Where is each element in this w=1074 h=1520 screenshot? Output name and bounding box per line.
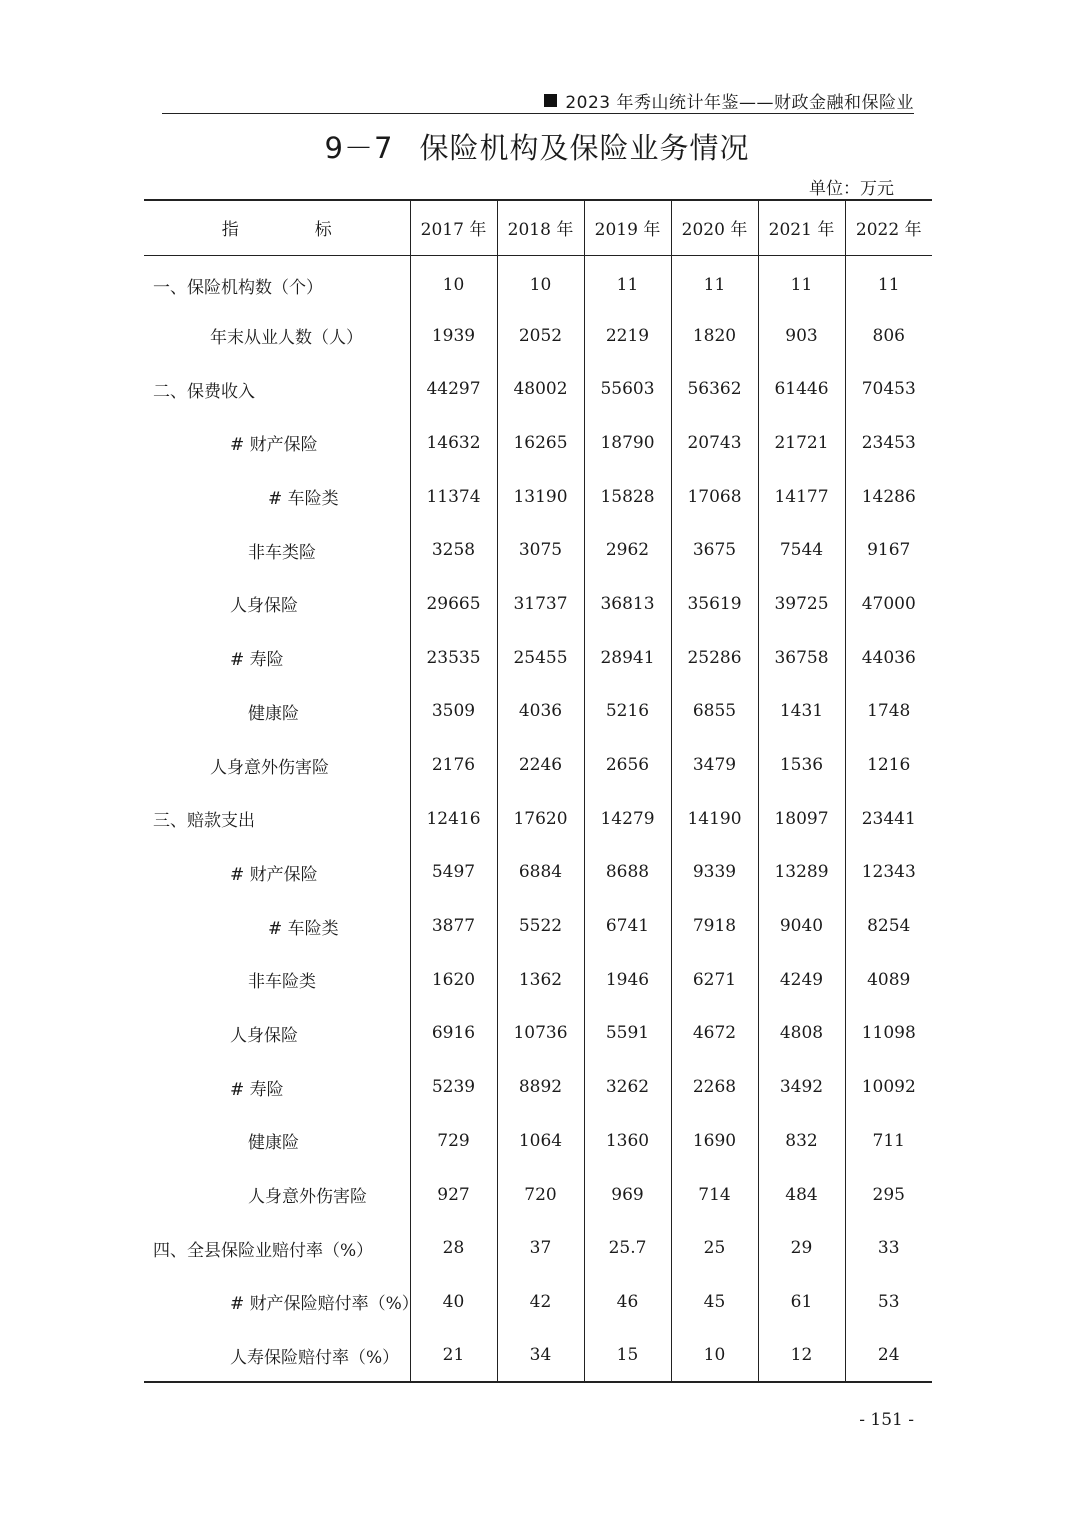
table-row bbox=[144, 523, 932, 577]
cell-value: 44036 bbox=[845, 631, 932, 685]
cell-value: 33 bbox=[845, 1221, 932, 1275]
cell-value: 12343 bbox=[845, 846, 932, 900]
row-label: # 寿险 bbox=[230, 1079, 284, 1100]
row-label: 三、赔款支出 bbox=[153, 811, 255, 832]
cell-value: 13289 bbox=[758, 846, 845, 900]
cell-value: 12 bbox=[758, 1329, 845, 1383]
cell-value: 11 bbox=[758, 255, 845, 309]
cell-value: 720 bbox=[497, 1168, 584, 1222]
indicator-header-char-2: 标 bbox=[314, 220, 332, 241]
row-label: # 财产保险赔付率（%） bbox=[230, 1294, 419, 1315]
cell-value: 10736 bbox=[497, 1007, 584, 1061]
cell-value: 9167 bbox=[845, 523, 932, 577]
cell-value: 39725 bbox=[758, 577, 845, 631]
cell-value: 806 bbox=[845, 309, 932, 363]
year-header-2019: 2019 年 bbox=[584, 200, 671, 255]
cell-value: 53 bbox=[845, 1275, 932, 1329]
cell-value: 4808 bbox=[758, 1007, 845, 1061]
cell-value: 11098 bbox=[845, 1007, 932, 1061]
cell-value: 2219 bbox=[584, 309, 671, 363]
cell-value: 5591 bbox=[584, 1007, 671, 1061]
cell-value: 29665 bbox=[410, 577, 497, 631]
table-title bbox=[0, 126, 1074, 167]
cell-value: 5497 bbox=[410, 846, 497, 900]
row-label: 年末从业人数（人） bbox=[210, 328, 363, 349]
row-label: # 财产保险 bbox=[230, 435, 318, 456]
cell-value: 21 bbox=[410, 1329, 497, 1383]
cell-value: 3492 bbox=[758, 1060, 845, 1114]
table-row bbox=[144, 738, 932, 792]
cell-value: 3075 bbox=[497, 523, 584, 577]
cell-value: 21721 bbox=[758, 416, 845, 470]
row-label: 人身意外伤害险 bbox=[248, 1187, 367, 1208]
table-row bbox=[144, 1275, 932, 1329]
cell-value: 23453 bbox=[845, 416, 932, 470]
cell-value: 8254 bbox=[845, 899, 932, 953]
header-rule bbox=[162, 113, 914, 114]
cell-value: 4089 bbox=[845, 953, 932, 1007]
cell-value: 3262 bbox=[584, 1060, 671, 1114]
cell-value: 6271 bbox=[671, 953, 758, 1007]
cell-value: 2246 bbox=[497, 738, 584, 792]
cell-value: 47000 bbox=[845, 577, 932, 631]
cell-value: 2176 bbox=[410, 738, 497, 792]
cell-value: 25 bbox=[671, 1221, 758, 1275]
cell-value: 25455 bbox=[497, 631, 584, 685]
cell-value: 17620 bbox=[497, 792, 584, 846]
cell-value: 3258 bbox=[410, 523, 497, 577]
cell-value: 3509 bbox=[410, 685, 497, 739]
row-label: 非车类险 bbox=[248, 542, 316, 563]
year-header-2018: 2018 年 bbox=[497, 200, 584, 255]
cell-value: 42 bbox=[497, 1275, 584, 1329]
row-label: 人身保险 bbox=[230, 1025, 298, 1046]
table-row bbox=[144, 362, 932, 416]
cell-value: 28941 bbox=[584, 631, 671, 685]
row-label: 二、保费收入 bbox=[153, 381, 255, 402]
cell-value: 1820 bbox=[671, 309, 758, 363]
row-label: # 车险类 bbox=[268, 918, 339, 939]
cell-value: 1064 bbox=[497, 1114, 584, 1168]
cell-value: 5239 bbox=[410, 1060, 497, 1114]
table-row bbox=[144, 846, 932, 900]
table-number: 9－7 bbox=[324, 131, 394, 165]
cell-value: 15828 bbox=[584, 470, 671, 524]
row-label: # 寿险 bbox=[230, 650, 284, 671]
cell-value: 37 bbox=[497, 1221, 584, 1275]
cell-value: 16265 bbox=[497, 416, 584, 470]
cell-value: 36758 bbox=[758, 631, 845, 685]
year-header-2020: 2020 年 bbox=[671, 200, 758, 255]
cell-value: 484 bbox=[758, 1168, 845, 1222]
row-label: 非车险类 bbox=[248, 972, 316, 993]
cell-value: 55603 bbox=[584, 362, 671, 416]
cell-value: 31737 bbox=[497, 577, 584, 631]
square-bullet-icon bbox=[544, 94, 557, 107]
cell-value: 70453 bbox=[845, 362, 932, 416]
unit-label: 单位：万元 bbox=[809, 179, 894, 199]
table-row bbox=[144, 953, 932, 1007]
cell-value: 34 bbox=[497, 1329, 584, 1383]
cell-value: 46 bbox=[584, 1275, 671, 1329]
table-title-text: 保险机构及保险业务情况 bbox=[419, 131, 750, 165]
cell-value: 48002 bbox=[497, 362, 584, 416]
cell-value: 6855 bbox=[671, 685, 758, 739]
table-row bbox=[144, 792, 932, 846]
cell-value: 969 bbox=[584, 1168, 671, 1222]
cell-value: 36813 bbox=[584, 577, 671, 631]
cell-value: 3675 bbox=[671, 523, 758, 577]
cell-value: 45 bbox=[671, 1275, 758, 1329]
cell-value: 729 bbox=[410, 1114, 497, 1168]
cell-value: 2962 bbox=[584, 523, 671, 577]
row-label: 人寿保险赔付率（%） bbox=[144, 1329, 410, 1383]
cell-value: 10 bbox=[497, 255, 584, 309]
row-label: 健康险 bbox=[248, 1133, 299, 1154]
table-body bbox=[144, 255, 932, 1382]
page-number: - 151 - bbox=[859, 1410, 914, 1430]
cell-value: 35619 bbox=[671, 577, 758, 631]
cell-value: 295 bbox=[845, 1168, 932, 1222]
indicator-header bbox=[144, 200, 410, 255]
table-row bbox=[144, 255, 932, 309]
cell-value: 7918 bbox=[671, 899, 758, 953]
table-row bbox=[144, 1114, 932, 1168]
cell-value: 14190 bbox=[671, 792, 758, 846]
table-row bbox=[144, 1060, 932, 1114]
running-head bbox=[544, 88, 914, 113]
cell-value: 2268 bbox=[671, 1060, 758, 1114]
cell-value: 714 bbox=[671, 1168, 758, 1222]
cell-value: 10 bbox=[671, 1329, 758, 1383]
cell-value: 18790 bbox=[584, 416, 671, 470]
cell-value: 832 bbox=[758, 1114, 845, 1168]
cell-value: 6884 bbox=[497, 846, 584, 900]
cell-value: 4249 bbox=[758, 953, 845, 1007]
cell-value: 11 bbox=[845, 255, 932, 309]
table-row bbox=[144, 577, 932, 631]
cell-value: 4036 bbox=[497, 685, 584, 739]
indicator-header-char-1: 指 bbox=[221, 220, 239, 241]
table-row bbox=[144, 685, 932, 739]
cell-value: 1939 bbox=[410, 309, 497, 363]
table-row bbox=[144, 470, 932, 524]
cell-value: 61 bbox=[758, 1275, 845, 1329]
cell-value: 11 bbox=[584, 255, 671, 309]
cell-value: 44297 bbox=[410, 362, 497, 416]
cell-value: 14177 bbox=[758, 470, 845, 524]
table-row bbox=[144, 1329, 932, 1383]
cell-value: 28 bbox=[410, 1221, 497, 1275]
cell-value: 6741 bbox=[584, 899, 671, 953]
row-label: 四、全县保险业赔付率（%） bbox=[153, 1240, 374, 1261]
cell-value: 8892 bbox=[497, 1060, 584, 1114]
cell-value: 14632 bbox=[410, 416, 497, 470]
cell-value: 20743 bbox=[671, 416, 758, 470]
row-label: # 财产保险 bbox=[230, 864, 318, 885]
cell-value: 10 bbox=[410, 255, 497, 309]
running-head-text: 2023 年秀山统计年鉴——财政金融和保险业 bbox=[565, 93, 914, 113]
cell-value: 13190 bbox=[497, 470, 584, 524]
insurance-statistics-table bbox=[144, 199, 932, 1383]
cell-value: 2052 bbox=[497, 309, 584, 363]
cell-value: 56362 bbox=[671, 362, 758, 416]
cell-value: 1536 bbox=[758, 738, 845, 792]
row-label: 人身保险 bbox=[230, 596, 298, 617]
cell-value: 23441 bbox=[845, 792, 932, 846]
cell-value: 1620 bbox=[410, 953, 497, 1007]
year-header-2021: 2021 年 bbox=[758, 200, 845, 255]
cell-value: 1431 bbox=[758, 685, 845, 739]
row-label: 人身意外伤害险 bbox=[210, 757, 329, 778]
year-header-2017: 2017 年 bbox=[410, 200, 497, 255]
cell-value: 14286 bbox=[845, 470, 932, 524]
cell-value: 24 bbox=[845, 1329, 932, 1383]
cell-value: 4672 bbox=[671, 1007, 758, 1061]
cell-value: 61446 bbox=[758, 362, 845, 416]
table-row bbox=[144, 309, 932, 363]
cell-value: 903 bbox=[758, 309, 845, 363]
cell-value: 23535 bbox=[410, 631, 497, 685]
row-label: 健康险 bbox=[248, 703, 299, 724]
cell-value: 5216 bbox=[584, 685, 671, 739]
cell-value: 25286 bbox=[671, 631, 758, 685]
cell-value: 11374 bbox=[410, 470, 497, 524]
table-row bbox=[144, 1007, 932, 1061]
table-row bbox=[144, 899, 932, 953]
year-header-2022: 2022 年 bbox=[845, 200, 932, 255]
cell-value: 711 bbox=[845, 1114, 932, 1168]
cell-value: 15 bbox=[584, 1329, 671, 1383]
table-row bbox=[144, 1168, 932, 1222]
cell-value: 8688 bbox=[584, 846, 671, 900]
cell-value: 11 bbox=[671, 255, 758, 309]
table-row bbox=[144, 416, 932, 470]
cell-value: 7544 bbox=[758, 523, 845, 577]
table-row bbox=[144, 631, 932, 685]
cell-value: 1362 bbox=[497, 953, 584, 1007]
cell-value: 29 bbox=[758, 1221, 845, 1275]
cell-value: 12416 bbox=[410, 792, 497, 846]
row-label: 一、保险机构数（个） bbox=[153, 277, 323, 298]
cell-value: 2656 bbox=[584, 738, 671, 792]
cell-value: 1748 bbox=[845, 685, 932, 739]
cell-value: 6916 bbox=[410, 1007, 497, 1061]
cell-value: 1690 bbox=[671, 1114, 758, 1168]
cell-value: 40 bbox=[410, 1275, 497, 1329]
cell-value: 3479 bbox=[671, 738, 758, 792]
cell-value: 9040 bbox=[758, 899, 845, 953]
cell-value: 25.7 bbox=[584, 1221, 671, 1275]
cell-value: 14279 bbox=[584, 792, 671, 846]
cell-value: 3877 bbox=[410, 899, 497, 953]
cell-value: 18097 bbox=[758, 792, 845, 846]
row-label: # 车险类 bbox=[268, 489, 339, 510]
cell-value: 17068 bbox=[671, 470, 758, 524]
table-row bbox=[144, 1221, 932, 1275]
cell-value: 5522 bbox=[497, 899, 584, 953]
cell-value: 1360 bbox=[584, 1114, 671, 1168]
cell-value: 927 bbox=[410, 1168, 497, 1222]
header-row bbox=[144, 200, 932, 255]
cell-value: 10092 bbox=[845, 1060, 932, 1114]
cell-value: 1946 bbox=[584, 953, 671, 1007]
cell-value: 1216 bbox=[845, 738, 932, 792]
cell-value: 9339 bbox=[671, 846, 758, 900]
